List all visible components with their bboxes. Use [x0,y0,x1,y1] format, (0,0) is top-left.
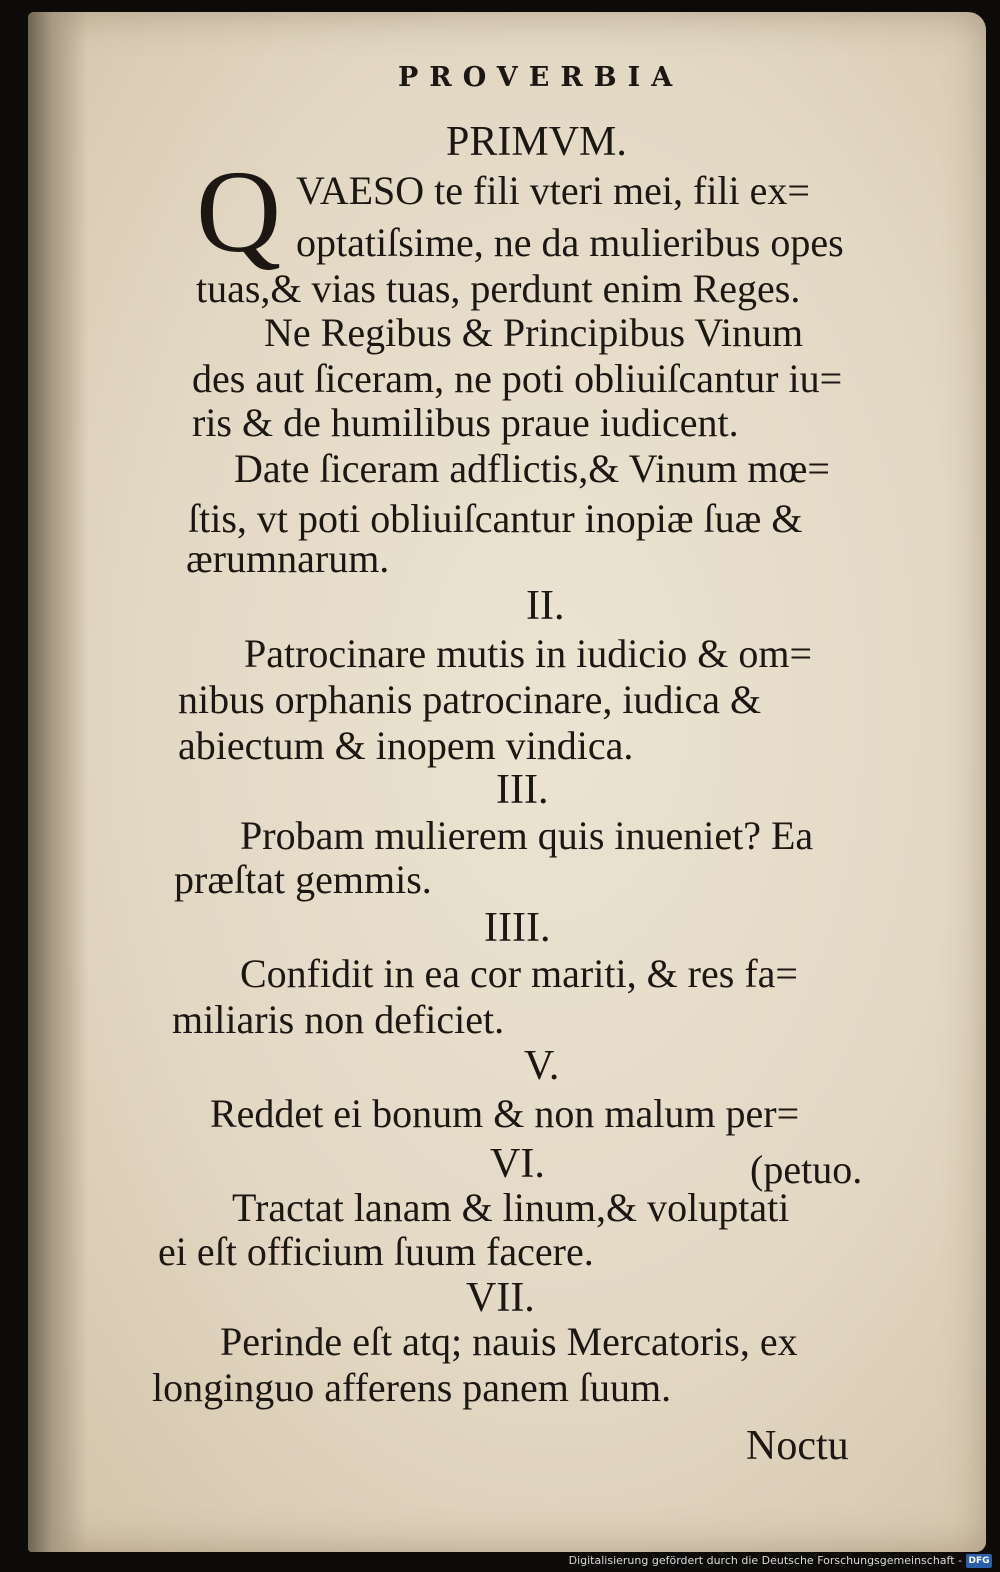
text-line: Ne Regibus & Principibus Vinum [264,310,804,355]
section-heading: III. [496,767,549,813]
text-line: Tractat lanam & linum,& voluptati [232,1185,790,1230]
text-line: VAESO te fili vteri mei, fili ex= [296,168,810,213]
section-heading: IIII. [484,905,551,951]
book-page [28,12,986,1552]
section-heading: II. [526,583,565,629]
text-line: optatiſsime, ne da mulieribus opes [296,220,844,265]
chapter-title: PRIMVM. [446,119,627,165]
text-line: abiectum & inopem vindica. [178,723,634,768]
text-line: ei eſt officium ſuum facere. [158,1229,594,1274]
page-text [28,12,986,1552]
section-heading: VII. [466,1275,535,1321]
text-line: præſtat gemmis. [174,857,432,902]
dfg-logo-icon: DFG [966,1554,992,1568]
catchword: Noctu [746,1423,849,1469]
text-line: miliaris non deficiet. [172,997,505,1042]
text-line: Probam mulierem quis inueniet? Ea [240,813,814,858]
text-line: (petuo. [750,1147,863,1192]
text-line: ærumnarum. [186,536,390,581]
text-line: Perinde eſt atq; nauis Mercatoris, ex [220,1319,798,1364]
drop-cap: Q [196,146,282,277]
section-heading: VI. [490,1141,545,1187]
footer-credit: Digitalisierung gefördert durch die Deutsche Forschungsgemeinschaft - [568,1554,962,1567]
text-line: longinguo afferens panem ſuum. [152,1365,672,1410]
text-line: Reddet ei bonum & non malum per= [210,1091,800,1136]
text-line: des aut ſiceram, ne poti obliuiſcantur iu= [192,356,843,401]
text-line: nibus orphanis patrocinare, iudica & [178,677,762,722]
running-head: PROVERBIA [398,62,684,93]
section-heading: V. [524,1043,560,1089]
text-line: ris & de humilibus praue iudicent. [192,400,739,445]
text-line: tuas,& vias tuas, perdunt enim Reges. [196,266,801,311]
text-line: Confidit in ea cor mariti, & res fa= [240,951,798,996]
text-line: Date ſiceram adflictis,& Vinum mœ= [234,446,830,491]
footer-bar [0,1552,1000,1572]
text-line: ſtis, vt poti obliuiſcantur inopiæ ſuæ & [188,496,803,541]
text-line: Patrocinare mutis in iudicio & om= [244,631,813,676]
